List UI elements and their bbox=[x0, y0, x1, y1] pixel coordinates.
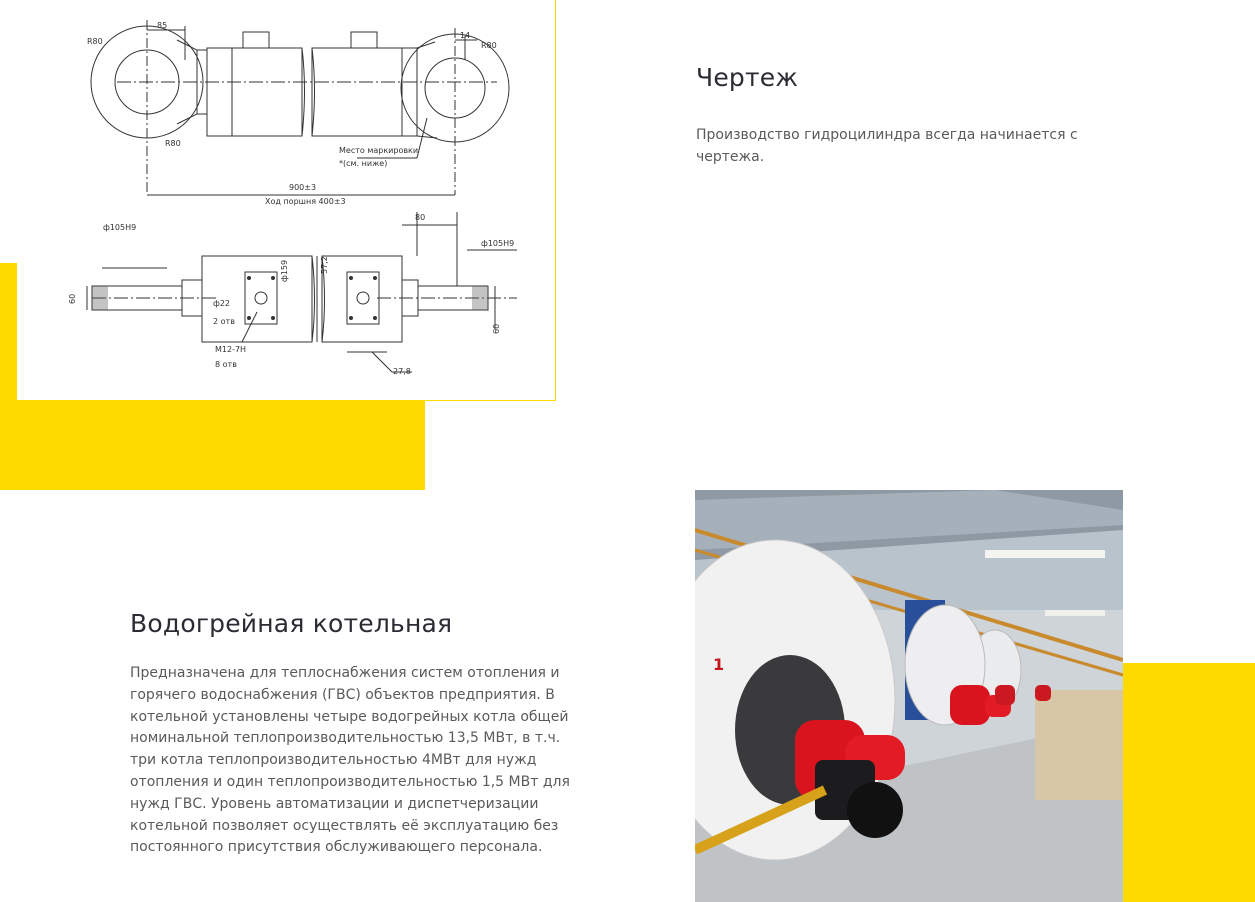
dim-r80-top-left: R80 bbox=[87, 37, 103, 46]
dim-d22: ф22 bbox=[213, 299, 231, 308]
dim-57: 57,2 bbox=[320, 256, 329, 274]
dim-14: 14 bbox=[460, 31, 471, 40]
hydraulic-cylinder-drawing bbox=[17, 0, 556, 401]
mark-place-label: Место маркировки bbox=[339, 146, 419, 155]
holes-8-label: 8 отв bbox=[215, 360, 237, 369]
yellow-accent-block-right bbox=[1123, 663, 1255, 902]
dim-r80-bottom: R80 bbox=[165, 139, 181, 148]
holes-2-label: 2 отв bbox=[213, 317, 235, 326]
boiler-room-photo bbox=[695, 490, 1123, 902]
section-title-boiler-room: Водогрейная котельная bbox=[130, 609, 453, 638]
dim-900: 900±3 bbox=[289, 183, 317, 192]
stroke-label: Ход поршня 400±3 bbox=[265, 197, 346, 206]
dim-r80-top-right: R80 bbox=[481, 41, 497, 50]
thread-label: М12-7Н bbox=[215, 345, 247, 354]
technical-drawing-svg bbox=[17, 0, 556, 401]
dim-60-left: 60 bbox=[68, 293, 77, 304]
section-text-boiler-room: Предназначена для теплоснабжения систем отопления и горячего водоснабжения (ГВС) объектов предприятия. В котельной установлены четыре водогрейных котла общей номинальной теплопроизводительностью 13,5 МВт, в т.ч. три котла теплопроизводительностью 4МВт для нужд отопления и один теплопроизводительностью 1,5 МВт для нужд ГВС. Уровень автоматизации и диспетчеризации котельной позволяет осуществлять её эксплуатацию без постоянного присутствия обслуживающего персонала. bbox=[130, 665, 570, 856]
section-title-drawing: Чертеж bbox=[696, 63, 799, 92]
dim-85: 85 bbox=[157, 21, 168, 30]
mark-note-label: *(см. ниже) bbox=[339, 159, 388, 168]
dim-d105-left: ф105Н9 bbox=[103, 223, 137, 232]
dim-d105-right: ф105Н9 bbox=[481, 239, 515, 248]
dim-60-right: 60 bbox=[492, 323, 501, 334]
dim-27: 27,8 bbox=[393, 367, 411, 376]
dim-d159: ф159 bbox=[280, 259, 289, 282]
dim-80: 80 bbox=[415, 213, 426, 222]
section-text-drawing: Производство гидроцилиндра всегда начинается с чертежа. bbox=[696, 127, 1078, 165]
boiler-number: 1 bbox=[713, 655, 725, 674]
